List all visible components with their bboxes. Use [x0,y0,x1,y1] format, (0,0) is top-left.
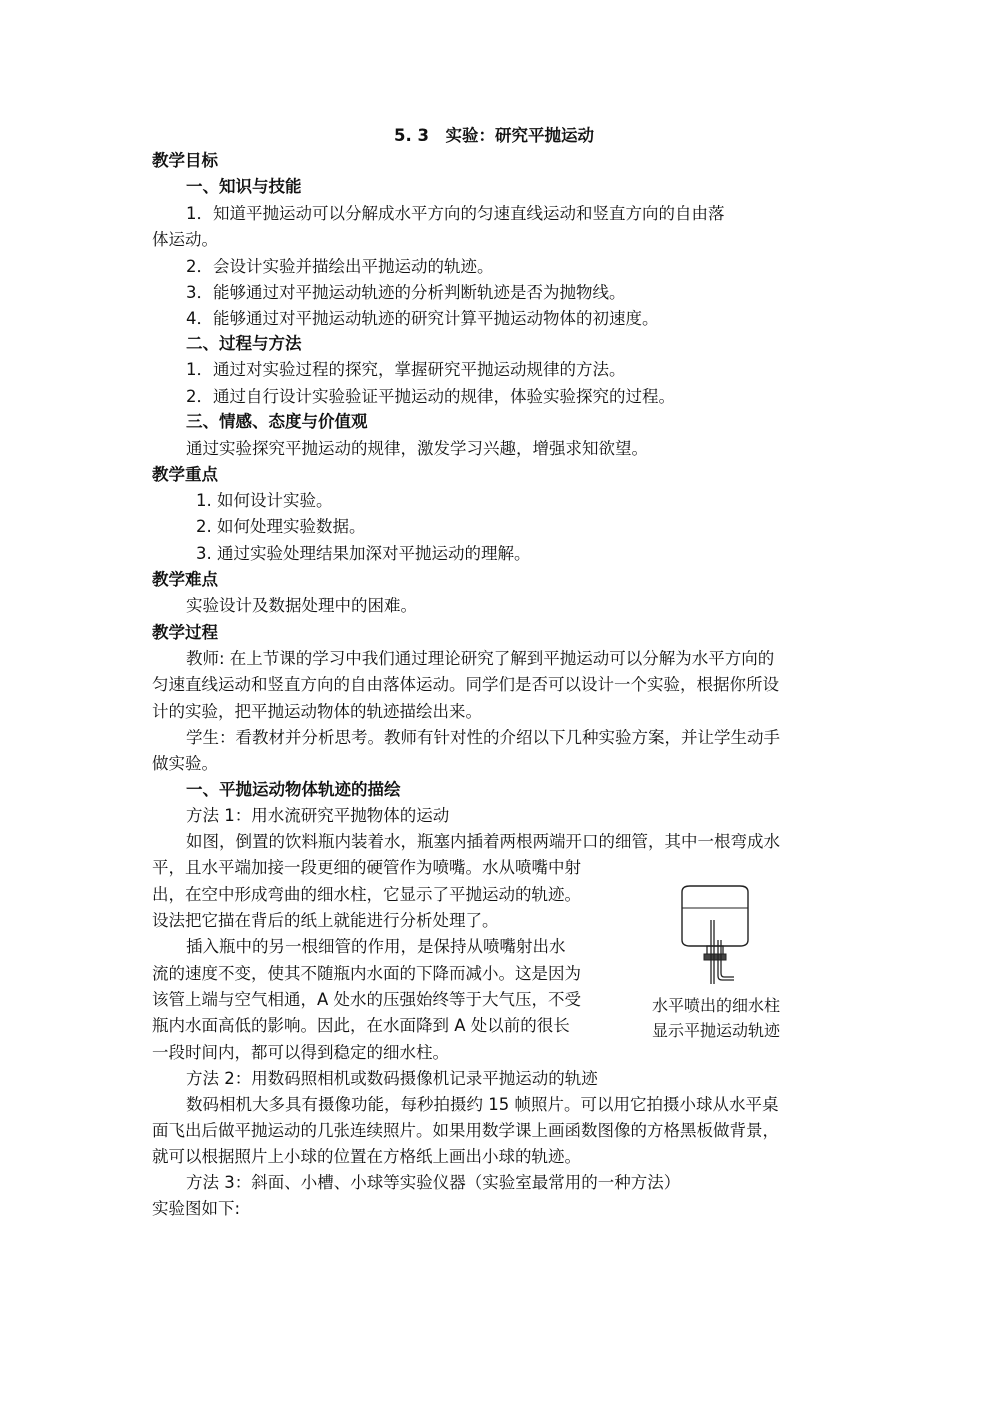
key-point-item: 2. 如何处理实验数据。 [196,517,366,536]
method1-line: 出，在空中形成弯曲的细水柱，它显示了平抛运动的轨迹。 [152,885,581,904]
teacher-line: 计的实验，把平抛运动物体的轨迹描绘出来。 [152,702,482,721]
method1-line: 插入瓶中的另一根细管的作用，是保持从喷嘴射出水 [186,937,566,956]
teaching-process-heading: 教学过程 [152,623,218,642]
method1-line: 如图，倒置的饮料瓶内装着水，瓶塞内插着两根两端开口的细管，其中一根弯成水 [186,832,780,851]
knowledge-item: 2．会设计实验并描绘出平抛运动的轨迹。 [186,257,494,276]
process-method-item: 2．通过自行设计实验验证平抛运动的规律，体验实验探究的过程。 [186,387,675,406]
method2-title: 方法 2：用数码照相机或数码摄像机记录平抛运动的轨迹 [186,1069,598,1088]
method1-line: 平，且水平端加接一段更细的硬管作为喷嘴。水从喷嘴中射 [152,858,581,877]
method3-title: 方法 3：斜面、小槽、小球等实验仪器（实验室最常用的一种方法） [186,1173,681,1192]
bottle-water-jet-figure [660,884,770,994]
figure-caption: 水平喷出的细水柱 [652,996,781,1015]
method1-line: 一段时间内，都可以得到稳定的细水柱。 [152,1043,449,1062]
teacher-line: 匀速直线运动和竖直方向的自由落体运动。同学们是否可以设计一个实验，根据你所设 [152,675,779,694]
key-point-item: 3. 通过实验处理结果加深对平抛运动的理解。 [196,544,531,563]
key-points-heading: 教学重点 [152,465,218,484]
emotion-text: 通过实验探究平抛运动的规律，激发学习兴趣，增强求知欲望。 [186,439,648,458]
method1-line: 设法把它描在背后的纸上就能进行分析处理了。 [152,911,499,930]
page-title: 5. 3 实验：研究平抛运动 [394,126,594,145]
knowledge-item: 3．能够通过对平抛运动轨迹的分析判断轨迹是否为抛物线。 [186,283,626,302]
objectives-heading: 教学目标 [152,151,218,170]
method1-line: 流的速度不变，使其不随瓶内水面的下降而减小。这是因为 [152,964,581,983]
emotion-heading: 三、情感、态度与价值观 [186,412,368,431]
method2-line: 面飞出后做平抛运动的几张连续照片。如果用数学课上画函数图像的方格黑板做背景， [152,1121,779,1140]
knowledge-item: 体运动。 [152,230,218,249]
knowledge-item: 1．知道平抛运动可以分解成水平方向的匀速直线运动和竖直方向的自由落 [186,204,725,223]
difficulties-heading: 教学难点 [152,570,218,589]
method1-line: 该管上端与空气相通，A 处水的压强始终等于大气压，不受 [152,990,582,1009]
difficulties-text: 实验设计及数据处理中的困难。 [186,596,417,615]
process-method-heading: 二、过程与方法 [186,334,302,353]
teacher-line: 教师: 在上节课的学习中我们通过理论研究了解到平抛运动可以分解为水平方向的 [186,649,775,668]
method1-title: 方法 1：用水流研究平抛物体的运动 [186,806,450,825]
key-point-item: 1. 如何设计实验。 [196,491,333,510]
part1-heading: 一、平抛运动物体轨迹的描绘 [186,780,401,799]
knowledge-heading: 一、知识与技能 [186,177,302,196]
method3-tail: 实验图如下: [152,1199,241,1218]
method2-line: 就可以根据照片上小球的位置在方格纸上画出小球的轨迹。 [152,1147,581,1166]
knowledge-item: 4．能够通过对平抛运动轨迹的研究计算平抛运动物体的初速度。 [186,309,659,328]
figure-caption: 显示平抛运动轨迹 [652,1021,781,1040]
method1-line: 瓶内水面高低的影响。因此，在水面降到 A 处以前的很长 [152,1016,570,1035]
student-line: 做实验。 [152,754,218,773]
student-line: 学生：看教材并分析思考。教师有针对性的介绍以下几种实验方案，并让学生动手 [186,728,780,747]
process-method-item: 1．通过对实验过程的探究，掌握研究平抛运动规律的方法。 [186,360,626,379]
method2-line: 数码相机大多具有摄像功能，每秒拍摄约 15 帧照片。可以用它拍摄小球从水平桌 [186,1095,779,1114]
